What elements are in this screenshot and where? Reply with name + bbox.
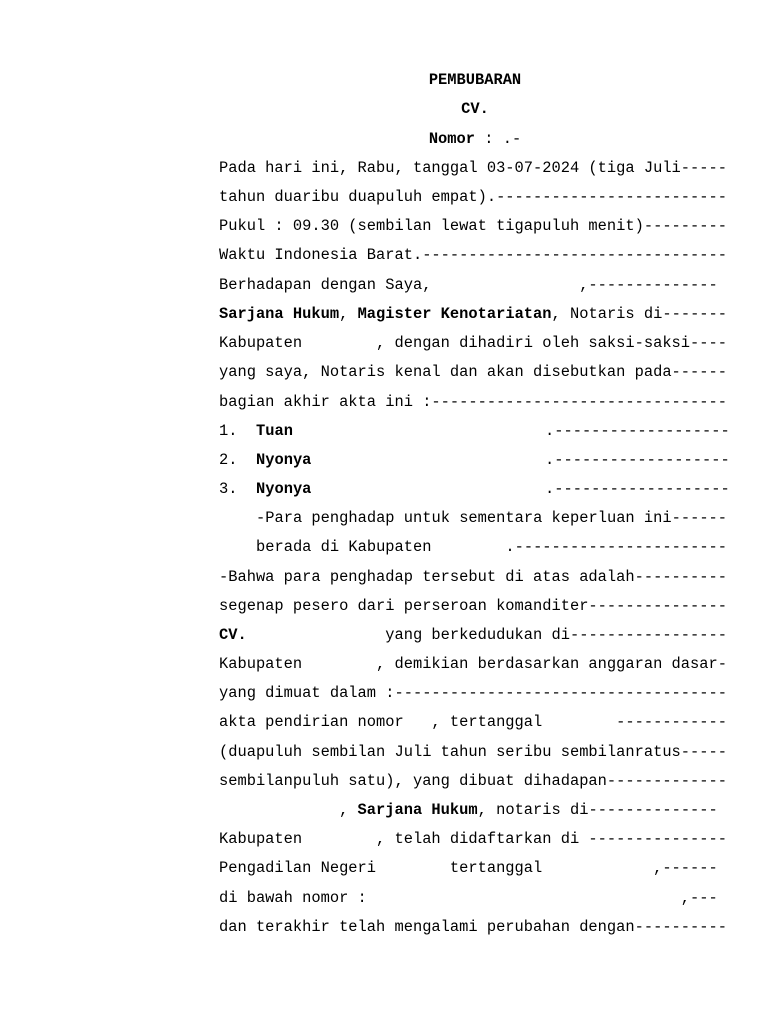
text-line: Kabupaten , dengan dihadiri oleh saksi-saksi----	[219, 334, 727, 352]
text-line: Waktu Indonesia Barat.---------------------------------	[219, 246, 727, 264]
party-number: 2.	[219, 451, 238, 469]
text-line: sembilanpuluh satu), yang dibuat dihadapan-------------	[219, 772, 727, 790]
party-name: Nyonya	[256, 451, 312, 469]
text-line: dan terakhir telah mengalami perubahan dengan----------	[219, 918, 727, 936]
document-title: PEMBUBARAN	[428, 71, 522, 89]
party-tail: .-------------------	[545, 480, 730, 498]
text-line: tahun duaribu duapuluh empat).-------------------------	[219, 188, 727, 206]
text-line: CV. yang berkedudukan di-----------------	[219, 626, 727, 644]
text-line: Pukul : 09.30 (sembilan lewat tigapuluh menit)---------	[219, 217, 727, 235]
text-line: , Sarjana Hukum, notaris di--------------	[219, 801, 718, 819]
party-name: Tuan	[256, 422, 293, 440]
document-number: Nomor : .-	[428, 130, 522, 148]
text-line-indented: berada di Kabupaten .-----------------------	[256, 538, 728, 556]
party-name: Nyonya	[256, 480, 312, 498]
text-line: segenap pesero dari perseroan komanditer---------------	[219, 597, 727, 615]
text-line: Berhadapan dengan Saya, ,--------------	[219, 276, 718, 294]
party-number: 3.	[219, 480, 238, 498]
text-line: bagian akhir akta ini :--------------------------------	[219, 393, 727, 411]
text-line: (duapuluh sembilan Juli tahun seribu sembilanratus-----	[219, 743, 727, 761]
party-number: 1.	[219, 422, 238, 440]
text-line: Kabupaten , telah didaftarkan di ---------------	[219, 830, 727, 848]
text-line: yang saya, Notaris kenal dan akan disebutkan pada------	[219, 363, 727, 381]
party-tail: .-------------------	[545, 451, 730, 469]
text-line: -Bahwa para penghadap tersebut di atas adalah----------	[219, 568, 727, 586]
text-line-indented: -Para penghadap untuk sementara keperluan ini------	[256, 509, 728, 527]
text-line: Pengadilan Negeri tertanggal ,------	[219, 859, 718, 877]
text-line: yang dimuat dalam :------------------------------------	[219, 684, 727, 702]
text-line: Kabupaten , demikian berdasarkan anggaran dasar-	[219, 655, 727, 673]
party-tail: .-------------------	[545, 422, 730, 440]
text-line: di bawah nomor : ,---	[219, 889, 718, 907]
text-line: akta pendirian nomor , tertanggal ------------	[219, 713, 727, 731]
text-line: Pada hari ini, Rabu, tanggal 03-07-2024 (tiga Juli-----	[219, 159, 727, 177]
text-line: Sarjana Hukum, Magister Kenotariatan, Notaris di-------	[219, 305, 728, 323]
document-subtitle: CV.	[461, 100, 489, 118]
